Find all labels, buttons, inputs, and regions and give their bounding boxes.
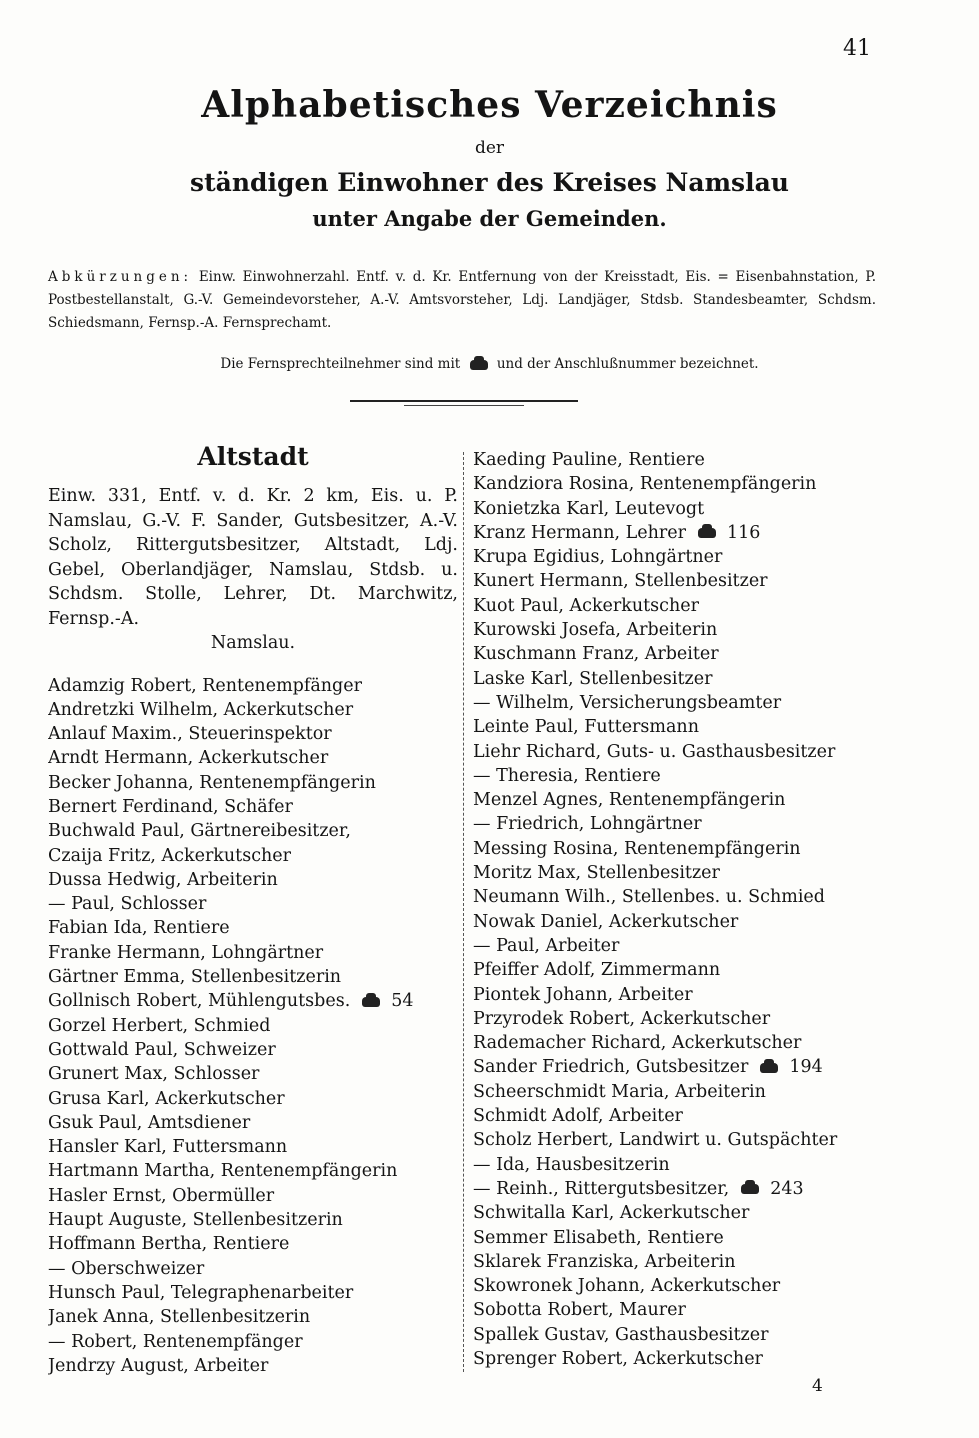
list-item [473, 1055, 893, 1079]
entry-text: Kaeding Pauline, Rentiere [473, 450, 705, 470]
list-item [473, 1323, 893, 1347]
list-item [473, 788, 893, 812]
entry-text: Hasler Ernst, Obermüller [48, 1185, 275, 1206]
subtitle-line-1: ständigen Einwohner des Kreises Namslau [190, 168, 789, 197]
telephone-icon [470, 360, 488, 370]
entry-text: Messing Rosina, Rentenempfängerin [473, 838, 801, 859]
list-item [473, 667, 893, 691]
list-item [48, 1038, 458, 1062]
abbreviations-text: Einw. Einwohnerzahl. Entf. v. d. Kr. Entfernung von der Kreisstadt, Eis. = Eisenbahnstation, P. Postbestellanstalt, G.-V. Gemeindevorsteher, A.-V. Amtsvorsteher, Ldj. Landjäger, Stdsb. Standesbeamter, Schdsm. Schiedsmann, Fernsp.-A. Fernsprechamt. [48, 269, 877, 331]
page-number: 41 [843, 36, 871, 61]
entry-text: Kunert Hermann, Stellenbesitzer [473, 571, 768, 592]
list-item [48, 1330, 458, 1354]
entry-text: Franke Hermann, Lohngärtner [48, 942, 324, 963]
right-column [473, 448, 893, 1371]
entry-text: Gärtner Emma, Stellenbesitzerin [48, 967, 342, 988]
section-title: Altstadt [197, 442, 309, 471]
entry-text: Sobotta Robert, Maurer [473, 1300, 686, 1321]
list-item [473, 1153, 893, 1177]
entry-text: Janek Anna, Stellenbesitzerin [48, 1307, 311, 1328]
entry-text: Kurowski Josefa, Arbeiterin [473, 620, 718, 641]
entry-text: Andretzki Wilhelm, Ackerkutscher [48, 699, 354, 720]
entry-text: Becker Johanna, Rentenempfängerin [48, 772, 376, 793]
sheet-mark: 4 [812, 1376, 823, 1396]
list-item [473, 740, 893, 764]
list-item [473, 1347, 893, 1371]
title-der: der [474, 138, 505, 158]
resident-list-right [473, 448, 893, 1371]
list-item [48, 1208, 458, 1232]
list-item [473, 837, 893, 861]
list-item [473, 594, 893, 618]
phone-note-after: und der Anschlußnummer bezeichnet. [496, 356, 759, 372]
entry-text: Kuschmann Franz, Arbeiter [473, 644, 719, 665]
list-item [48, 892, 458, 916]
entry-text: Liehr Richard, Guts- u. Gasthausbesitzer [473, 741, 836, 762]
telephone-icon [760, 1063, 778, 1073]
list-item [48, 1135, 458, 1159]
entry-text: Nowak Daniel, Ackerkutscher [473, 911, 739, 932]
list-item [48, 1014, 458, 1038]
list-item [48, 1184, 458, 1208]
entry-text: Gottwald Paul, Schweizer [48, 1039, 276, 1060]
entry-text: Haupt Auguste, Stellenbesitzerin [48, 1210, 343, 1231]
list-item [473, 715, 893, 739]
list-item [473, 1080, 893, 1104]
entry-text: Hunsch Paul, Telegraphenarbeiter [48, 1282, 354, 1303]
entry-text: Przyrodek Robert, Ackerkutscher [473, 1008, 771, 1029]
abbreviations-label: Abkürzungen: [48, 269, 193, 285]
entry-text: Jendrzy August, Arbeiter [48, 1355, 269, 1376]
page-title: Alphabetisches Verzeichnis [201, 84, 778, 126]
list-item [473, 861, 893, 885]
entry-text: Gollnisch Robert, Mühlengutsbes. [48, 991, 351, 1012]
entry-text: Bernert Ferdinand, Schäfer [48, 796, 293, 817]
list-item [473, 1226, 893, 1250]
entry-text: Hartmann Martha, Rentenempfängerin [48, 1161, 398, 1182]
entry-text: Kuot Paul, Ackerkutscher [473, 595, 699, 616]
list-item [473, 1177, 893, 1201]
entry-text: — Ida, Hausbesitzerin [473, 1154, 670, 1175]
entry-text: Scholz Herbert, Landwirt u. Gutspächter [473, 1130, 838, 1151]
entry-text: Grusa Karl, Ackerkutscher [48, 1088, 285, 1109]
entry-text: Gorzel Herbert, Schmied [48, 1015, 271, 1036]
entry-text: — Wilhelm, Versicherungsbeamter [473, 692, 782, 713]
entry-text: Arndt Hermann, Ackerkutscher [48, 748, 329, 769]
entry-text: Leinte Paul, Futtersmann [473, 717, 699, 738]
entry-text: Laske Karl, Stellenbesitzer [473, 668, 713, 689]
list-item [48, 771, 458, 795]
abbreviations-block [48, 266, 876, 335]
list-item [48, 1232, 458, 1256]
entry-text: Semmer Elisabeth, Rentiere [473, 1227, 724, 1248]
entry-text: — Oberschweizer [48, 1258, 205, 1279]
divider-rule-short [404, 405, 524, 406]
entry-text: Moritz Max, Stellenbesitzer [473, 863, 720, 884]
entry-text: Anlauf Maxim., Steuerinspektor [48, 724, 332, 745]
entry-text: Menzel Agnes, Rentenempfängerin [473, 790, 786, 811]
list-item [473, 1250, 893, 1274]
list-item [473, 618, 893, 642]
entry-text: Grunert Max, Schlosser [48, 1064, 260, 1085]
list-item [473, 521, 893, 545]
list-item [473, 958, 893, 982]
list-item [48, 819, 458, 843]
entry-text: Schmidt Adolf, Arbeiter [473, 1106, 683, 1127]
list-item [473, 545, 893, 569]
list-item [48, 1354, 458, 1378]
list-item [473, 934, 893, 958]
entry-text: Schwitalla Karl, Ackerkutscher [473, 1203, 750, 1224]
list-item [473, 910, 893, 934]
list-item [48, 965, 458, 989]
list-item [48, 795, 458, 819]
list-item [473, 764, 893, 788]
entry-text: Konietzka Karl, Leutevogt [473, 498, 705, 519]
entry-text: — Robert, Rentenempfänger [48, 1331, 303, 1352]
entry-text: Scheerschmidt Maria, Arbeiterin [473, 1081, 766, 1102]
entry-text: Hoffmann Bertha, Rentiere [48, 1234, 290, 1255]
subtitle-line-2: unter Angabe der Gemeinden. [312, 206, 667, 231]
telephone-icon [698, 528, 716, 538]
phone-number: 54 [391, 991, 414, 1012]
entry-text: Krupa Egidius, Lohngärtner [473, 547, 723, 568]
entry-text: — Theresia, Rentiere [473, 765, 661, 786]
list-item [48, 941, 458, 965]
community-info-tail: Namslau. [210, 633, 296, 653]
list-item [473, 472, 893, 496]
list-item [48, 1257, 458, 1281]
entry-text: Sander Friedrich, Gutsbesitzer [473, 1057, 749, 1078]
resident-list-left [48, 674, 458, 1379]
column-divider [463, 452, 464, 1372]
list-item [48, 722, 458, 746]
entry-text: Sprenger Robert, Ackerkutscher [473, 1348, 763, 1369]
entry-text: Czaija Fritz, Ackerkutscher [48, 845, 291, 866]
list-item [473, 812, 893, 836]
telephone-icon [362, 997, 380, 1007]
entry-text: Rademacher Richard, Ackerkutscher [473, 1033, 802, 1054]
phone-number: 116 [726, 522, 761, 543]
list-item [473, 569, 893, 593]
list-item [473, 642, 893, 666]
list-item [48, 1087, 458, 1111]
entry-text: — Paul, Arbeiter [473, 935, 620, 956]
list-item [473, 1201, 893, 1225]
entry-text: Kandziora Rosina, Rentenempfängerin [473, 474, 817, 495]
list-item [473, 1104, 893, 1128]
entry-text: Adamzig Robert, Rentenempfänger [48, 675, 362, 696]
phone-number: 243 [770, 1178, 804, 1199]
list-item [473, 691, 893, 715]
list-item [473, 885, 893, 909]
phone-note-before: Die Fernsprechteilnehmer sind mit [220, 356, 461, 372]
phone-note [0, 356, 979, 372]
list-item [48, 1111, 458, 1135]
entry-text: Sklarek Franziska, Arbeiterin [473, 1251, 736, 1272]
list-item [48, 698, 458, 722]
list-item [48, 1305, 458, 1329]
telephone-icon [741, 1184, 759, 1194]
entry-text: Neumann Wilh., Stellenbes. u. Schmied [473, 887, 825, 908]
entry-text: Gsuk Paul, Amtsdiener [48, 1112, 251, 1133]
list-item [473, 1298, 893, 1322]
list-item [48, 916, 458, 940]
entry-text: Skowronek Johann, Ackerkutscher [473, 1276, 781, 1297]
entry-text: Piontek Johann, Arbeiter [473, 984, 693, 1005]
phone-number: 194 [789, 1057, 823, 1078]
entry-text: — Reinh., Rittergutsbesitzer, [473, 1178, 730, 1199]
entry-text: Buchwald Paul, Gärtnereibesitzer, [48, 821, 351, 842]
list-item [48, 868, 458, 892]
list-item [473, 1007, 893, 1031]
list-item [473, 1031, 893, 1055]
entry-text: Spallek Gustav, Gasthausbesitzer [473, 1324, 769, 1345]
entry-text: — Paul, Schlosser [48, 894, 207, 915]
list-item [48, 1062, 458, 1086]
left-column [48, 442, 458, 1378]
list-item [48, 844, 458, 868]
entry-text: Pfeiffer Adolf, Zimmermann [473, 960, 721, 981]
entry-text: Hansler Karl, Futtersmann [48, 1137, 288, 1158]
community-info: Einw. 331, Entf. v. d. Kr. 2 km, Eis. u. P. Namslau, G.-V. F. Sander, Gutsbesitzer, A.-V. Scholz, Rittergutsbesitzer, Altstadt, Ldj. Gebel, Oberlandjäger, Namslau, Stdsb. u. Schdsm. Stolle, Lehrer, Dt. Marchwitz, Fernsp.-A. [48, 486, 458, 629]
list-item [48, 746, 458, 770]
list-item [48, 674, 458, 698]
list-item [473, 1128, 893, 1152]
list-item [473, 497, 893, 521]
entry-text: Dussa Hedwig, Arbeiterin [48, 869, 278, 890]
list-item [473, 448, 893, 472]
entry-text: Fabian Ida, Rentiere [48, 918, 230, 939]
divider-rule [350, 400, 578, 402]
list-item [48, 1281, 458, 1305]
list-item [473, 1274, 893, 1298]
entry-text: Kranz Hermann, Lehrer [473, 522, 686, 543]
list-item [473, 983, 893, 1007]
entry-text: — Friedrich, Lohngärtner [473, 814, 702, 835]
list-item [48, 989, 458, 1013]
list-item [48, 1159, 458, 1183]
